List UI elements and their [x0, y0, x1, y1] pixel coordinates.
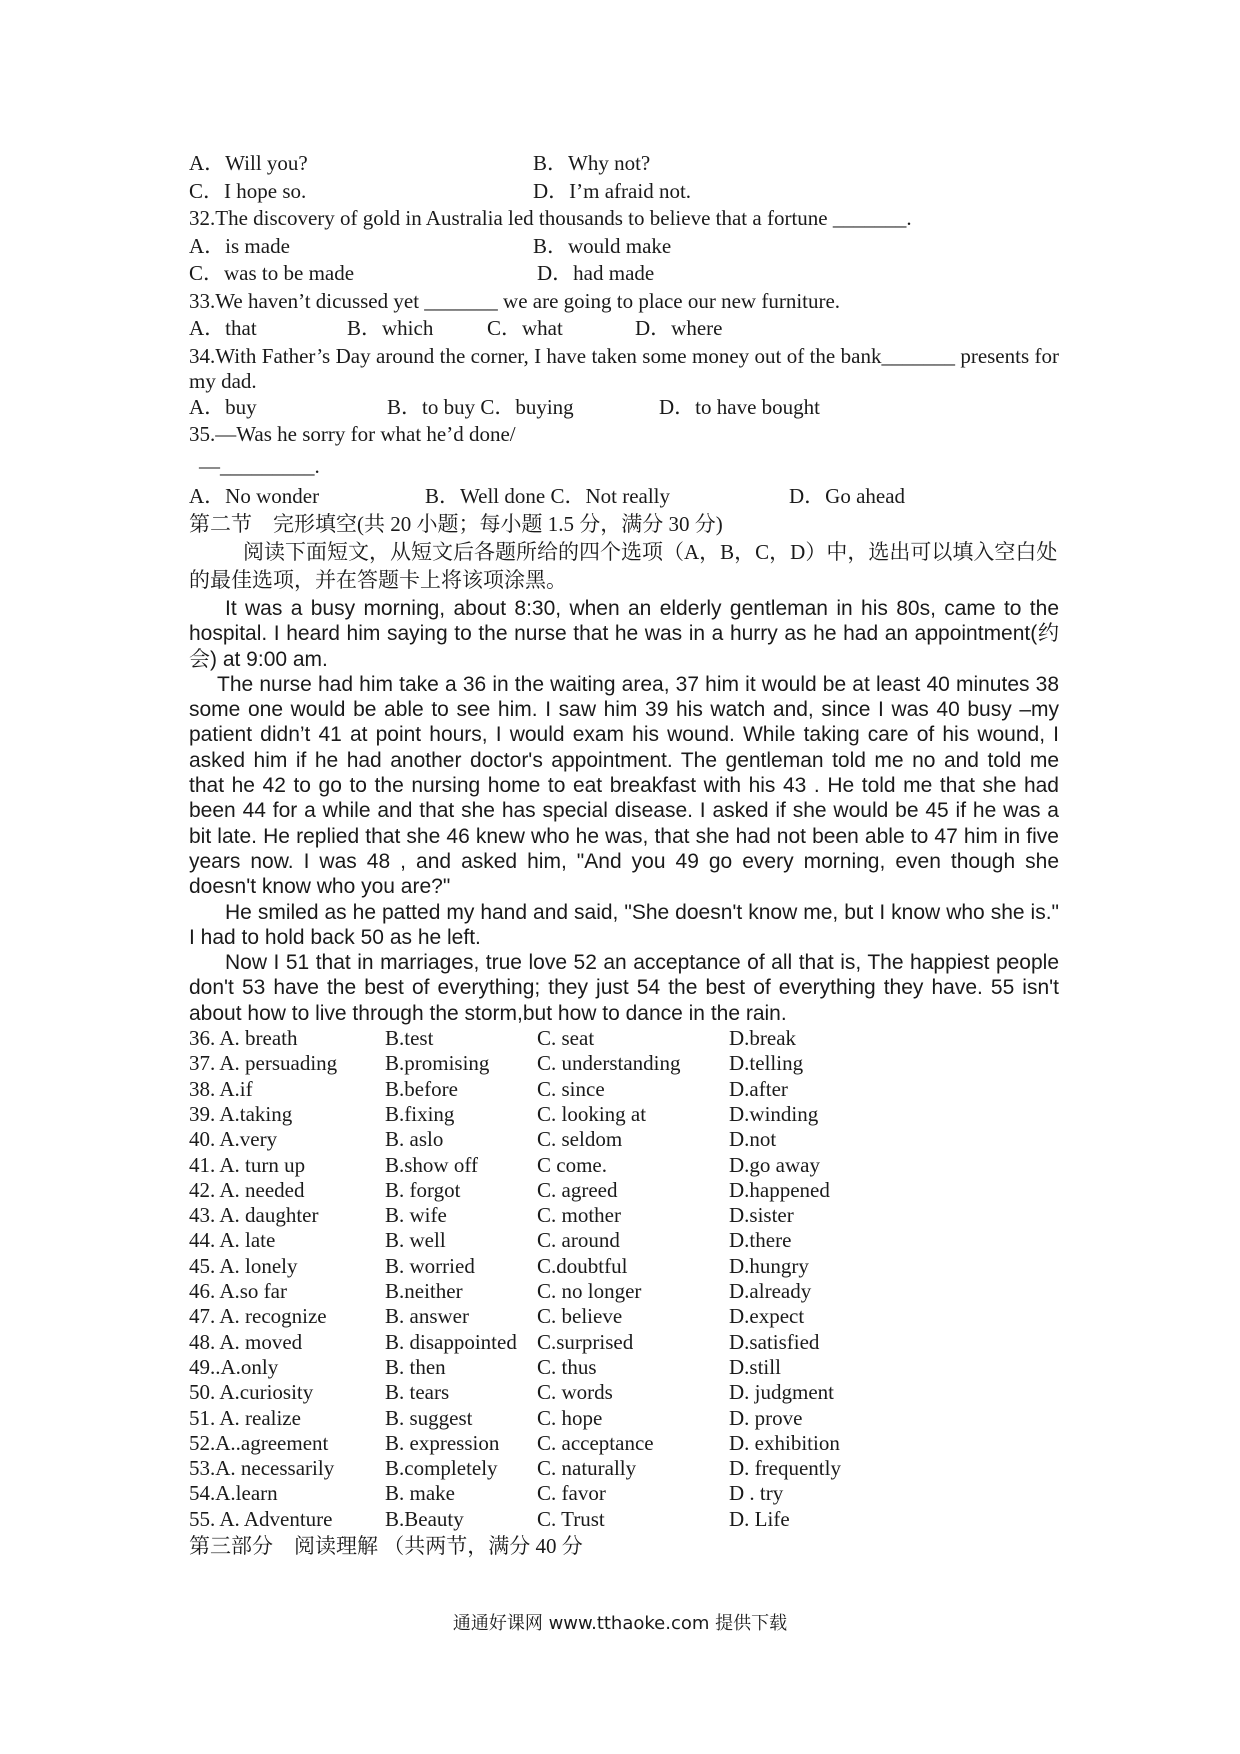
option-c: C. no longer: [537, 1279, 642, 1304]
option-b: B. well: [385, 1228, 446, 1253]
section-3-title: 第三部分 阅读理解 （共两节，满分 40 分: [189, 1533, 583, 1558]
option-a: 41. A. turn up: [189, 1152, 306, 1177]
question-stem-reply: —_________.: [199, 453, 320, 478]
option-a: 49..A.only: [189, 1354, 279, 1379]
q31-option-b: B．Why not?: [533, 151, 651, 175]
option-d: D.after: [729, 1076, 788, 1101]
option-b: B.before: [385, 1076, 458, 1101]
footer-credit: 通通好课网 www.tthaoke.com 提供下载: [452, 1613, 788, 1634]
option-b: B. worried: [385, 1253, 475, 1278]
option-c: C. seldom: [537, 1127, 623, 1152]
option-d: D. Life: [729, 1506, 790, 1531]
passage-paragraph: The nurse had him take a 36 in the waiting area, 37 him it would be at least 40 minutes 38 some one would be able to see him. I saw him 39 his watch and, since I was 40 busy –my patient didn’t 41 at point hours, I would exam his wound. While taking care of his wound, I asked him if he had another doctor's appointment. The gentleman told me no and told me that he 42 to go to the nursing home to eat breakfast with his 43 . He told me that she had been 44 for a while and that she has special disease. I asked if she would be 45 if he was a bit late. He replied that she 46 knew who he was, that she had not been able to 47 him in five years now. I was 48 , and asked him, "And you 49 go every morning, even though she doesn't know who you are?": [189, 672, 1059, 899]
option-row: [189, 1228, 1059, 1253]
option-c: C. acceptance: [537, 1430, 654, 1455]
option-row: [189, 1330, 1059, 1355]
option-c: C.surprised: [537, 1329, 634, 1354]
option-a: 42. A. needed: [189, 1177, 305, 1202]
option-b: B.show off: [385, 1152, 478, 1177]
option-row: [189, 1304, 1059, 1329]
option-a: 46. A.so far: [189, 1279, 287, 1304]
option-d: D . try: [729, 1481, 784, 1506]
option-row: [189, 1406, 1059, 1431]
option-c: C. favor: [537, 1481, 606, 1506]
passage-paragraph: He smiled as he patted my hand and said, "She doesn't know me, but I know who she is." I had to hold back 50 as he left.: [189, 900, 1059, 949]
option-c: C．was to be made: [189, 261, 355, 285]
option-c: C. agreed: [537, 1177, 618, 1202]
option-d: D.hungry: [729, 1253, 809, 1278]
option-a: 36. A. breath: [189, 1026, 298, 1051]
option-d: D. frequently: [729, 1456, 841, 1481]
option-b: B. answer: [385, 1304, 469, 1329]
option-a: 44. A. late: [189, 1228, 276, 1253]
option-a: 37. A. persuading: [189, 1051, 338, 1076]
option-d: D.go away: [729, 1152, 820, 1177]
exam-page: [189, 150, 1059, 1560]
option-d: D.there: [729, 1228, 792, 1253]
question-33: [189, 288, 1059, 343]
option-b: B. aslo: [385, 1127, 444, 1152]
option-b: B.promising: [385, 1051, 490, 1076]
option-d: D．had made: [537, 261, 655, 285]
option-c: C. since: [537, 1076, 605, 1101]
option-a: 38. A.if: [189, 1076, 253, 1101]
option-a: 54.A.learn: [189, 1481, 278, 1506]
option-row: [189, 1153, 1059, 1178]
option-a: 48. A. moved: [189, 1329, 303, 1354]
option-c: C come.: [537, 1152, 607, 1177]
option-c: C. words: [537, 1380, 613, 1405]
option-row: [189, 1380, 1059, 1405]
question-stem: 33.We haven’t dicussed yet _______ we are going to place our new furniture.: [189, 288, 841, 313]
q31-options: [189, 150, 1059, 205]
question-35: [189, 421, 1059, 510]
option-a: 43. A. daughter: [189, 1203, 319, 1228]
option-row: [189, 1077, 1059, 1102]
option-row: [189, 1507, 1059, 1532]
option-c: C.doubtful: [537, 1253, 628, 1278]
option-a: A．that: [189, 316, 257, 340]
question-34: [189, 343, 1059, 422]
option-d: D.not: [729, 1127, 777, 1152]
option-a: A．No wonder: [189, 483, 320, 508]
option-b: B.fixing: [385, 1101, 455, 1126]
option-c: C. around: [537, 1228, 620, 1253]
option-row: [189, 1127, 1059, 1152]
option-d: D. exhibition: [729, 1430, 840, 1455]
option-row: [189, 1254, 1059, 1279]
option-row: [189, 1102, 1059, 1127]
passage-paragraph: Now I 51 that in marriages, true love 52 an acceptance of all that is, The happiest people don't 53 have the best of everything; they just 54 the best of everything they have. 55 isn't about how to live through the storm,but how to dance in the rain.: [189, 951, 1059, 1025]
option-c: C. understanding: [537, 1051, 681, 1076]
option-d: D. judgment: [729, 1380, 834, 1405]
option-row: [189, 1203, 1059, 1228]
option-d: D.happened: [729, 1177, 830, 1202]
option-bc: B．to buy C．buying: [387, 394, 574, 419]
option-b: B. disappointed: [385, 1329, 517, 1354]
option-a: 52.A..agreement: [189, 1430, 329, 1455]
option-c: C. looking at: [537, 1101, 647, 1126]
option-b: B．which: [347, 316, 434, 340]
option-b: B. then: [385, 1354, 446, 1379]
option-d: D.satisfied: [729, 1329, 820, 1354]
option-a: 39. A.taking: [189, 1101, 293, 1126]
option-a: A．buy: [189, 394, 257, 419]
option-b: B. suggest: [385, 1405, 473, 1430]
q31-option-d: D．I’m afraid not.: [533, 178, 692, 203]
option-d: D. prove: [729, 1405, 803, 1430]
option-b: B. expression: [385, 1430, 500, 1455]
option-b: B.neither: [385, 1279, 463, 1304]
option-d: D.expect: [729, 1304, 805, 1329]
option-c: C. believe: [537, 1304, 623, 1329]
passage-paragraph: It was a busy morning, about 8:30, when an elderly gentleman in his 80s, came to the hospital. I heard him saying to the nurse that he was in a hurry as he had an appointment(约会) at 9:00 am.: [189, 597, 1059, 671]
option-b: B. make: [385, 1481, 455, 1506]
option-c: C. thus: [537, 1354, 597, 1379]
option-d: D.sister: [729, 1203, 794, 1228]
question-stem: 35.—Was he sorry for what he’d done/: [189, 422, 516, 446]
question-32: [189, 205, 1059, 288]
option-d: D．to have bought: [659, 394, 820, 419]
q31-option-a: A．Will you?: [189, 151, 308, 175]
option-a: 45. A. lonely: [189, 1253, 298, 1278]
option-d: D.still: [729, 1354, 781, 1379]
cloze-passage: [189, 596, 1059, 1026]
option-a: 47. A. recognize: [189, 1304, 327, 1329]
option-b: B.test: [385, 1026, 434, 1051]
option-c: C. seat: [537, 1026, 595, 1051]
option-b: B．would make: [533, 233, 672, 258]
question-stem: 34.With Father’s Day around the corner, I have taken some money out of the bank_______ presents for my dad.: [189, 343, 1059, 393]
option-d: D.winding: [729, 1101, 819, 1126]
option-b: B.completely: [385, 1456, 498, 1481]
section-2-instruction: 阅读下面短文，从短文后各题所给的四个选项（A，B，C，D）中，选出可以填入空白处的最佳选项，并在答题卡上将该项涂黑。: [189, 540, 1058, 592]
option-d: D.already: [729, 1279, 812, 1304]
option-b: B. tears: [385, 1380, 450, 1405]
option-a: 53.A. necessarily: [189, 1456, 335, 1481]
option-row: [189, 1431, 1059, 1456]
option-bc: B．Well done C．Not really: [425, 483, 671, 508]
option-row: [189, 1178, 1059, 1203]
cloze-options: [189, 1026, 1059, 1532]
option-c: C. mother: [537, 1203, 621, 1228]
option-row: [189, 1481, 1059, 1506]
option-a: A．is made: [189, 233, 290, 258]
option-row: [189, 1279, 1059, 1304]
option-d: D.break: [729, 1026, 797, 1051]
option-a: 50. A.curiosity: [189, 1380, 314, 1405]
option-a: 40. A.very: [189, 1127, 278, 1152]
option-b: B.Beauty: [385, 1506, 464, 1531]
option-d: D．Go ahead: [789, 483, 906, 508]
option-a: 51. A. realize: [189, 1405, 301, 1430]
question-stem: 32.The discovery of gold in Australia led thousands to believe that a fortune _______.: [189, 206, 912, 230]
option-row: [189, 1456, 1059, 1481]
option-c: C. hope: [537, 1405, 603, 1430]
option-d: D.telling: [729, 1051, 804, 1076]
q31-option-c: C．I hope so.: [189, 178, 307, 203]
option-a: 55. A. Adventure: [189, 1506, 333, 1531]
option-b: B. forgot: [385, 1177, 461, 1202]
option-row: [189, 1355, 1059, 1380]
option-c: C．what: [487, 316, 563, 340]
option-d: D．where: [635, 316, 723, 340]
option-row: [189, 1026, 1059, 1051]
option-c: C. naturally: [537, 1456, 637, 1481]
section-2-title: 第二节 完形填空(共 20 小题；每小题 1.5 分，满分 30 分): [189, 512, 723, 536]
option-c: C. Trust: [537, 1506, 605, 1531]
option-b: B. wife: [385, 1203, 447, 1228]
option-row: [189, 1051, 1059, 1076]
